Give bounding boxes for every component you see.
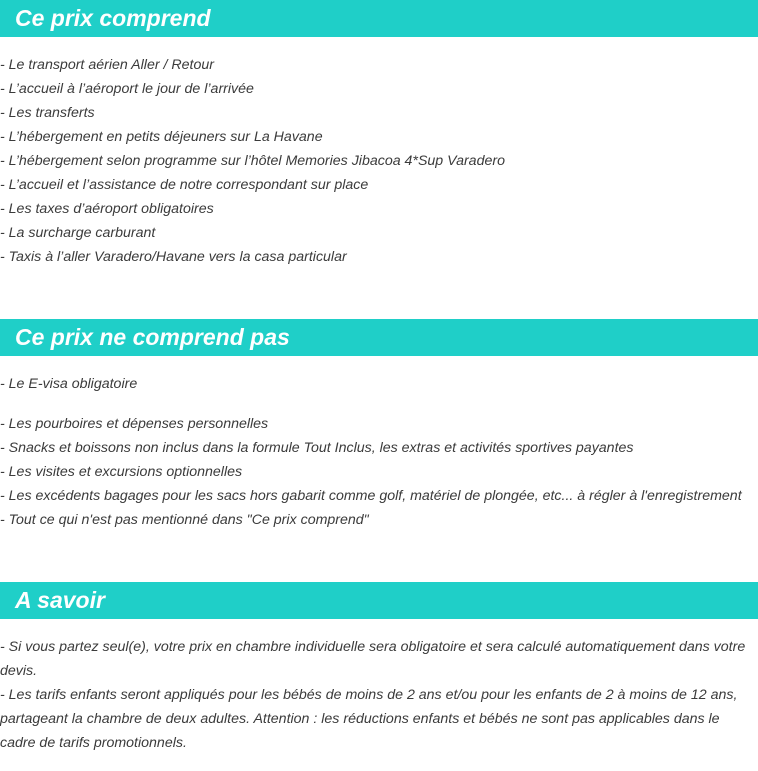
not-included-first-list — [0, 372, 758, 396]
list-item: - Les excédents bagages pour les sacs hors gabarit comme golf, matériel de plongée, etc... à régler à l'enregistrement — [0, 488, 742, 504]
list-item: - Les pourboires et dépenses personnelles — [0, 416, 269, 432]
list-item: - L’hébergement selon programme sur l’hôtel Memories Jibacoa 4*Sup Varadero — [0, 153, 505, 169]
list-item: - L’accueil à l’aéroport le jour de l’arrivée — [0, 81, 254, 97]
not-included-list — [0, 412, 758, 532]
list-item: - Les transferts — [0, 105, 95, 121]
section-title-included: Ce prix comprend — [0, 0, 758, 37]
list-item: - Taxis à l’aller Varadero/Havane vers la casa particular — [0, 249, 347, 265]
section-title-to-know: A savoir — [0, 582, 758, 619]
info-paragraph: - Les tarifs enfants seront appliqués pour les bébés de moins de 2 ans et/ou pour les enfants de 2 à moins de 12 ans, partageant la chambre de deux adultes. Attention : les réductions enfants et bébés ne sont pas applicables dans le cadre de tarifs promotionnels. — [0, 687, 738, 751]
list-item: - L’hébergement en petits déjeuners sur La Havane — [0, 129, 323, 145]
info-paragraph: - Si vous partez seul(e), votre prix en chambre individuelle sera obligatoire et sera calculé automatiquement dans votre devis. — [0, 639, 746, 679]
list-item: - Le E-visa obligatoire — [0, 376, 138, 392]
included-list — [0, 53, 758, 269]
list-item: - Snacks et boissons non inclus dans la formule Tout Inclus, les extras et activités sportives payantes — [0, 440, 634, 456]
list-item: - Les taxes d’aéroport obligatoires — [0, 201, 214, 217]
section-title-not-included: Ce prix ne comprend pas — [0, 319, 758, 356]
list-item: - Le transport aérien Aller / Retour — [0, 57, 214, 73]
list-item: - Les visites et excursions optionnelles — [0, 464, 243, 480]
list-item: - Tout ce qui n'est pas mentionné dans "Ce prix comprend" — [0, 512, 369, 528]
list-item: - La surcharge carburant — [0, 225, 156, 241]
list-item: - L’accueil et l’assistance de notre correspondant sur place — [0, 177, 369, 193]
